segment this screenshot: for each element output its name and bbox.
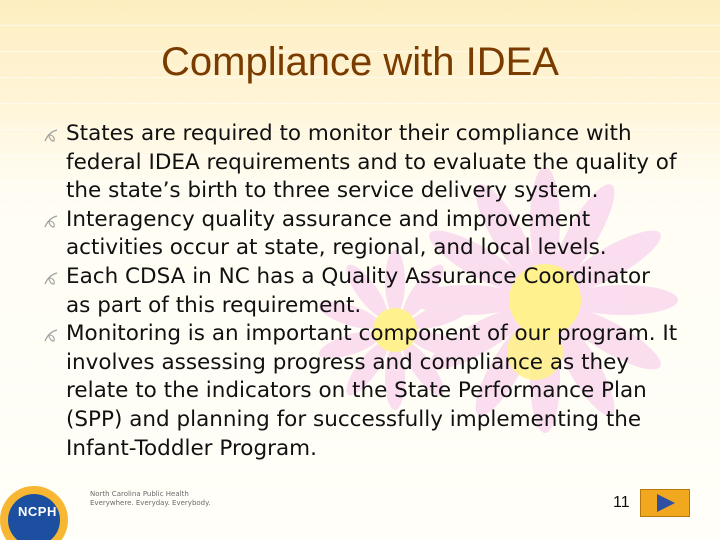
bullet-text: Each CDSA in NC has a Quality Assurance Coordinator as part of this requirement.	[66, 263, 650, 318]
logo-text: NCPH	[18, 504, 57, 519]
slide-title: Compliance with IDEA	[161, 40, 559, 84]
leaf-bullet-icon	[40, 206, 62, 234]
leaf-bullet-icon	[40, 320, 62, 348]
logo-tagline	[90, 490, 220, 508]
tagline-line-2: Everywhere. Everyday. Everybody.	[90, 499, 211, 507]
bullet-text: Monitoring is an important component of our program. It involves assessing progress and compliance as they relate to the indicators on the State Performance Plan (SPP) and planning for successfully implementing the Infant-Toddler Program.	[66, 321, 678, 461]
page-number: 11	[613, 494, 630, 511]
bullet-item	[40, 120, 680, 206]
bullet-item	[40, 320, 680, 463]
bullet-text: Interagency quality assurance and improvement activities occur at state, regional, and local levels.	[66, 206, 607, 261]
next-slide-button[interactable]	[640, 489, 690, 517]
tagline-line-1: North Carolina Public Health	[90, 490, 189, 498]
bullet-item	[40, 263, 680, 320]
bullet-list	[40, 120, 680, 463]
bullet-item	[40, 206, 680, 263]
play-arrow-icon	[641, 490, 689, 516]
bullet-text: States are required to monitor their compliance with federal IDEA requirements and to evaluate the quality of the state’s birth to three service delivery system.	[66, 121, 677, 204]
leaf-bullet-icon	[40, 120, 62, 148]
ncph-logo	[0, 482, 80, 540]
leaf-bullet-icon	[40, 263, 62, 291]
